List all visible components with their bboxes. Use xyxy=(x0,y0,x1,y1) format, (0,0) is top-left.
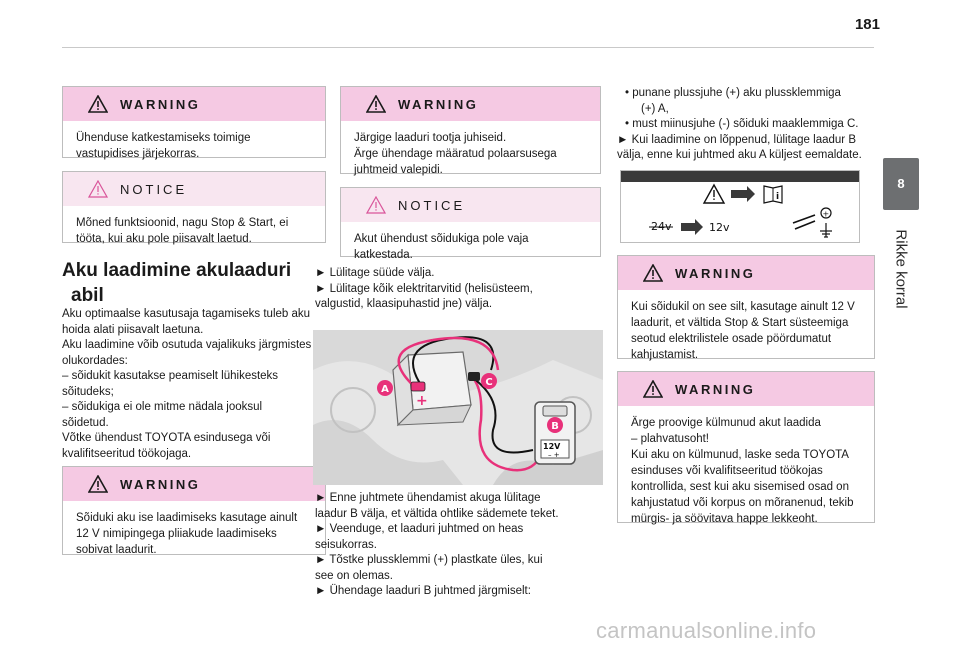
body-line: Võtke ühendust TOYOTA esindusega või xyxy=(62,432,271,444)
body-line: Aku laadimine võib osutuda vajalikuks järgmistes xyxy=(62,339,312,351)
connection-steps xyxy=(617,86,877,164)
page-number: 181 xyxy=(854,16,880,33)
warning-header xyxy=(618,256,874,290)
warning-header xyxy=(63,467,325,501)
warning-line: esinduses või kvalifitseeritud töökojas xyxy=(631,465,823,477)
warning-line: 12 V nimipingega pliiakude laadimiseks xyxy=(76,528,277,540)
steps-before-illustration xyxy=(315,266,603,313)
notice-text xyxy=(341,222,600,271)
step-line: ► Enne juhtmete ühendamist akuga lülitage xyxy=(315,492,541,504)
label-b: B xyxy=(551,421,559,432)
label-symbol-panel xyxy=(620,170,860,243)
warning-line: Kui aku on külmunud, laske seda TOYOTA xyxy=(631,449,849,461)
body-line: – sõidukiga ei ole mitme nädala jooksul xyxy=(62,401,263,413)
warning-text xyxy=(341,121,600,186)
header-rule xyxy=(62,47,874,48)
step-line: ► Lülitage kõik elektritarvitid (helisüsteem, xyxy=(315,282,533,295)
notice-text xyxy=(63,206,325,255)
body-line: olukordades: xyxy=(62,354,128,367)
warning-line: Kui sõidukil on see silt, kasutage ainult 12 V xyxy=(631,301,855,313)
warning-text xyxy=(618,290,874,371)
notice-line: katkestada. xyxy=(354,249,413,261)
warning-box-2 xyxy=(62,466,326,555)
warning-label: WARNING xyxy=(120,476,201,492)
warning-label: WARNING xyxy=(675,265,756,281)
body-line: sõidetud. xyxy=(62,416,109,429)
label-a: A xyxy=(381,384,389,395)
engine-bay-drawing xyxy=(313,330,603,485)
warning-line: Ärge ühendage määratud polaarsusega xyxy=(354,148,557,160)
warning-label: WARNING xyxy=(120,96,201,112)
notice-line: tööta, kui aku pole piisavalt laetud. xyxy=(76,233,252,245)
chapter-tab[interactable]: 8 xyxy=(883,158,919,210)
warning-box-1 xyxy=(62,86,326,158)
svg-text:+: + xyxy=(416,393,428,409)
warning-box-4 xyxy=(617,255,875,359)
warning-line: sobivat laadurit. xyxy=(76,544,157,556)
warning-label: WARNING xyxy=(398,96,479,112)
label-c: C xyxy=(485,377,493,388)
notice-box-2 xyxy=(340,187,601,261)
step-line: välja, enne kui juhtmed aku A küljest eemaldate. xyxy=(617,149,862,161)
section-body xyxy=(62,307,330,462)
step-line: ► Kui laadimine on lõppenud, lülitage laadur B xyxy=(617,133,856,146)
warning-box-3 xyxy=(340,86,601,174)
crossed-voltage: 24v xyxy=(651,220,672,233)
ok-voltage: 12v xyxy=(709,221,730,234)
svg-text:– +: – + xyxy=(548,451,560,459)
body-line: Aku optimaalse kasutusaja tagamiseks tuleb aku xyxy=(62,308,311,320)
step-line: see on olemas. xyxy=(315,569,393,582)
notice-box-1 xyxy=(62,171,326,243)
warning-header xyxy=(341,87,600,121)
chapter-title xyxy=(879,214,923,324)
step-line: (+) A, xyxy=(641,102,669,115)
steps-after-illustration xyxy=(315,491,605,600)
svg-text:i: i xyxy=(776,192,780,202)
warning-line: juhtmeid valepidi. xyxy=(354,164,443,176)
step-line: • must miinusjuhe (-) sõiduki maaklemmiga C. xyxy=(625,118,859,130)
body-line: sõitudeks; xyxy=(62,385,114,398)
warning-header xyxy=(63,87,325,121)
step-line: seisukorras. xyxy=(315,538,377,551)
charger-voltage-label: 12V xyxy=(543,442,561,451)
warning-icon xyxy=(366,95,386,113)
warning-text xyxy=(63,121,325,170)
warning-line: kahjustamist. xyxy=(631,349,699,361)
notice-icon xyxy=(366,196,386,214)
step-line: valgustid, klaasipuhastid jne) välja. xyxy=(315,298,493,310)
notice-label: NOTICE xyxy=(120,181,188,197)
step-line: • punane plussjuhe (+) aku plussklemmiga xyxy=(625,87,841,99)
warning-line: Ühenduse katkestamiseks toimige xyxy=(76,132,251,144)
notice-header xyxy=(341,188,600,222)
step-line: ► Tõstke plussklemmi (+) plastkate üles, kui xyxy=(315,554,543,566)
section-title-line: Aku laadimine akulaaduri xyxy=(62,260,292,281)
warning-icon xyxy=(643,380,663,398)
body-line: hoida alati piisavalt laetuna. xyxy=(62,323,204,336)
warning-line: Järgige laaduri tootja juhiseid. xyxy=(354,132,507,144)
warning-line: laadurit, et vältida Stop & Start süsteemiga xyxy=(631,317,849,329)
notice-header xyxy=(63,172,325,206)
body-line: kvalifitseeritud töökojaga. xyxy=(62,447,192,460)
warning-icon xyxy=(88,95,108,113)
warning-header xyxy=(618,372,874,406)
warning-box-5 xyxy=(617,371,875,523)
warning-line: Ärge proovige külmunud akut laadida xyxy=(631,417,821,429)
warning-label: WARNING xyxy=(675,381,756,397)
warning-line: Sõiduki aku ise laadimiseks kasutage ainult xyxy=(76,512,298,524)
notice-label: NOTICE xyxy=(398,197,466,213)
warning-line: kontrollida, sest kui aku sisemised osad on xyxy=(631,481,849,493)
notice-line: Mõned funktsioonid, nagu Stop & Start, ei xyxy=(76,217,289,229)
svg-text:+: + xyxy=(822,209,830,219)
notice-line: Akut ühendust sõidukiga pole vaja xyxy=(354,233,529,245)
section-title-line: abil xyxy=(71,285,104,306)
panel-header-bar xyxy=(621,171,859,182)
step-line: ► Ühendage laaduri B juhtmed järgmiselt: xyxy=(315,585,531,597)
step-line: ► Lülitage süüde välja. xyxy=(315,267,435,279)
body-line: – sõidukit kasutakse peamiselt lühikesteks xyxy=(62,370,279,382)
notice-icon xyxy=(88,180,108,198)
warning-line: seotud elektrilistele osade pöördumatut xyxy=(631,333,832,345)
warning-text xyxy=(618,406,874,535)
watermark: carmanualsonline.info xyxy=(596,618,817,643)
section-title xyxy=(62,258,332,308)
warning-line: vastupidises järjekorras. xyxy=(76,148,200,160)
warning-line: – plahvatusoht! xyxy=(631,433,710,445)
step-line: ► Veenduge, et laaduri juhtmed on heas xyxy=(315,523,524,535)
warning-icon xyxy=(643,264,663,282)
chapter-title-text: Rikke korral xyxy=(892,229,910,309)
warning-text xyxy=(63,501,325,566)
warning-icon xyxy=(88,475,108,493)
step-line: laadur B välja, et vältida ohtlike sädemete teket. xyxy=(315,507,559,520)
warning-line: mürgis- ja söövitava happe lekkeoht. xyxy=(631,513,818,525)
battery-charging-illustration xyxy=(313,330,603,485)
warning-line: kahjustatud või korpus on mõranenud, tekib xyxy=(631,497,854,509)
